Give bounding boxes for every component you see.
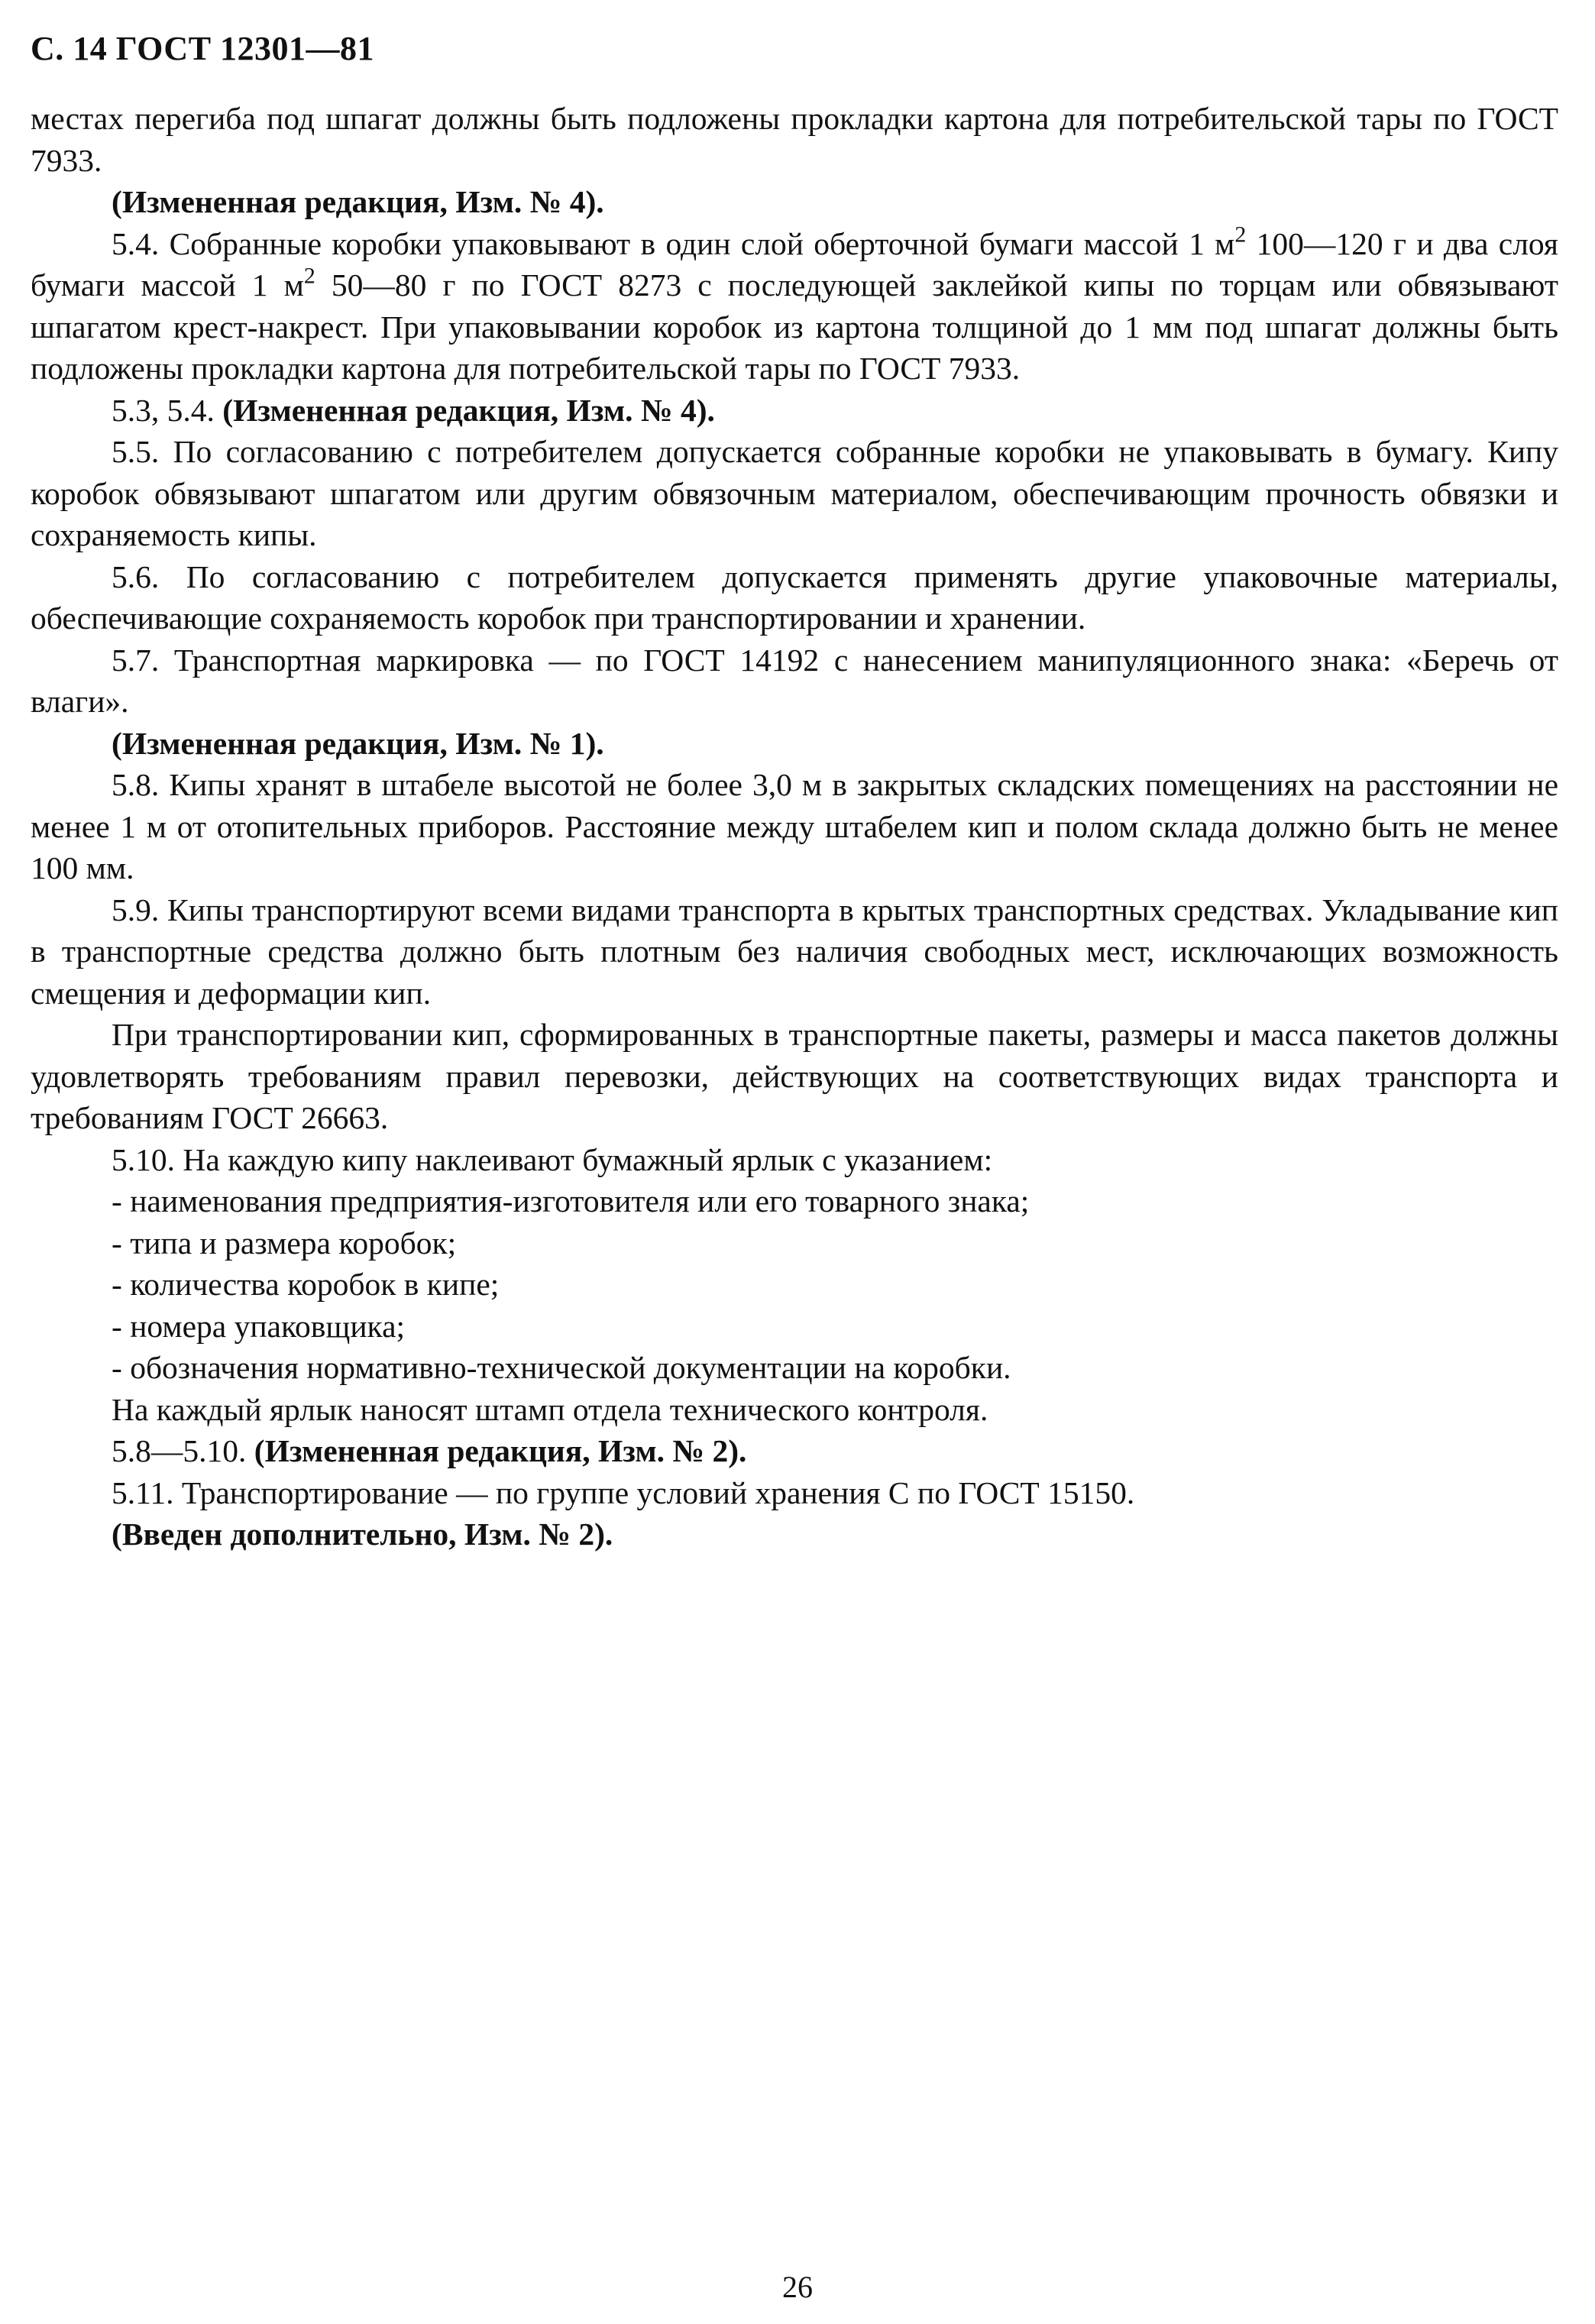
list-item: - типа и размера коробок;	[112, 1225, 457, 1261]
paragraph-5-9-transport-packages: При транспортировании кип, сформированных в транспортные пакеты, размеры и масса пакетов должны удовлетворять требованиям правил перевозки, действующих на соответствующих видах транспорта и требованиям ГОСТ 26663.	[31, 1017, 1558, 1135]
amendment-note: 5.8—5.10. (Измененная редакция, Изм. № 2).	[112, 1433, 747, 1468]
paragraph-5-5: 5.5. По согласованию с потребителем допускается собранные коробки не упаковывать в бумагу. Кипу коробок обвязывают шпагатом или другим обвязочным материалом, обеспечивающим прочность обвязки и сохраняемость кипы.	[31, 434, 1558, 552]
list-item: - обозначения нормативно-технической документации на коробки.	[112, 1350, 1011, 1385]
document-body	[31, 98, 1558, 1555]
amendment-note: (Измененная редакция, Изм. № 1).	[112, 725, 604, 761]
amendment-note: (Введен дополнительно, Изм. № 2).	[112, 1516, 613, 1552]
page-number: 26	[782, 2270, 813, 2304]
paragraph-5-4: 5.4. Собранные коробки упаковывают в один слой оберточной бумаги массой 1 $м^2$ 100—120 г и два слоя бумаги массой 1 $м^2$ 50—80 г по ГОСТ 8273 с последующей заклейкой кипы по торцам или обвязывают шпагатом крест-накрест. При упаковывании коробок из картона толщиной до 1 мм под шпагат должны быть подложены прокладки картона для потребительской тары по ГОСТ 7933.	[31, 222, 1558, 386]
paragraph-5-11: 5.11. Транспортирование — по группе условий хранения С по ГОСТ 15150.	[112, 1474, 1135, 1510]
label-contents-list	[31, 1180, 1558, 1389]
list-item: - наименования предприятия-изготовителя или его товарного знака;	[112, 1183, 1030, 1219]
paragraph-5-10-stamp: На каждый ярлык наносят штамп отдела технического контроля.	[112, 1391, 988, 1427]
list-item: - номера упаковщика;	[112, 1308, 406, 1344]
paragraph-5-9: 5.9. Кипы транспортируют всеми видами транспорта в крытых транспортных средствах. Укладывание кип в транспортные средства должно быть плотным без наличия свободных мест, исключающих возможность смещения и деформации кип.	[31, 892, 1558, 1011]
amendment-note: (Измененная редакция, Изм. № 4).	[112, 184, 604, 219]
page-header: С. 14 ГОСТ 12301—81	[31, 30, 375, 67]
amendment-note: 5.3, 5.4. (Измененная редакция, Изм. № 4).	[112, 392, 715, 428]
paragraph-5-10: 5.10. На каждую кипу наклеивают бумажный ярлык с указанием:	[112, 1141, 993, 1177]
paragraph-5-6: 5.6. По согласованию с потребителем допускается применять другие упаковочные материалы, обеспечивающие сохраняемость коробок при транспортировании и хранении.	[31, 558, 1558, 636]
paragraph-5-8: 5.8. Кипы хранят в штабеле высотой не более 3,0 м в закрытых складских помещениях на расстоянии не менее 1 м от отопительных приборов. Расстояние между штабелем кип и полом склада должно быть не менее 100 мм.	[31, 767, 1558, 885]
list-item: - количества коробок в кипе;	[112, 1267, 500, 1302]
paragraph-5-7: 5.7. Транспортная маркировка — по ГОСТ 14192 с нанесением манипуляционного знака: «Беречь от влаги».	[31, 642, 1558, 719]
paragraph-continuation: местах перегиба под шпагат должны быть подложены прокладки картона для потребительской тары по ГОСТ 7933.	[31, 101, 1558, 178]
